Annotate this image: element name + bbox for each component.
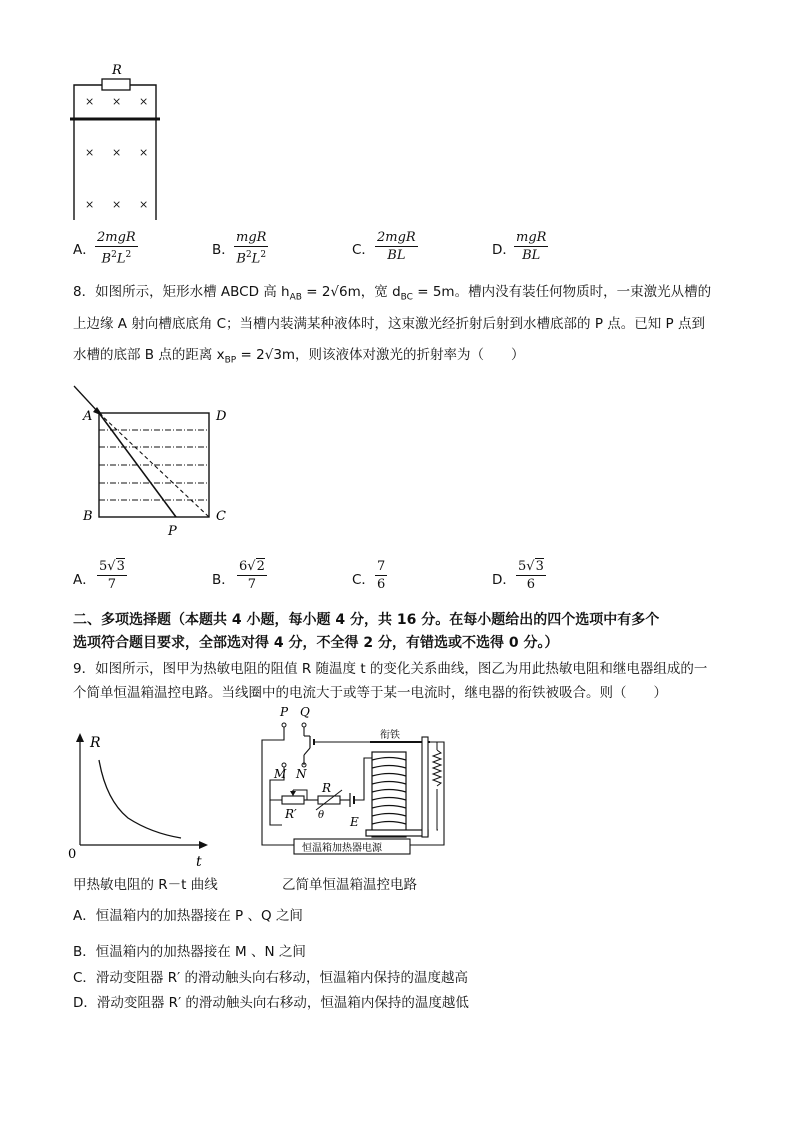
svg-text:E: E bbox=[350, 815, 359, 829]
svg-text:×: × bbox=[112, 198, 122, 211]
q9-option-b[interactable]: B．恒温箱内的加热器接在 M 、N 之间 bbox=[73, 944, 306, 960]
svg-text:A: A bbox=[83, 409, 93, 424]
relay-coil bbox=[366, 752, 428, 837]
q7-figure bbox=[66, 58, 166, 226]
svg-text:×: × bbox=[112, 95, 122, 108]
svg-text:D: D bbox=[216, 409, 227, 424]
svg-text:N: N bbox=[296, 767, 307, 781]
q9-option-a[interactable]: A．恒温箱内的加热器接在 P 、Q 之间 bbox=[73, 908, 303, 924]
svg-text:B: B bbox=[83, 509, 93, 524]
q9-circuit bbox=[252, 700, 462, 865]
section2-heading-line1: 二、多项选择题（本题共 4 小题，每小题 4 分，共 16 分。在每小题给出的四个选项中有多个 bbox=[73, 612, 660, 628]
q9-option-d[interactable]: D．滑动变阻器 R′ 的滑动触头向右移动，恒温箱内保持的温度越低 bbox=[73, 995, 469, 1011]
svg-text:×: × bbox=[112, 146, 122, 159]
svg-text:恒温箱加热器电源: 恒温箱加热器电源 bbox=[302, 843, 382, 854]
sliding-rheostat bbox=[282, 796, 304, 804]
q9-caption-a: 甲热敏电阻的 R－t 曲线 bbox=[73, 877, 218, 893]
svg-text:Q: Q bbox=[300, 705, 310, 719]
svg-text:t: t bbox=[196, 854, 202, 870]
svg-text:P: P bbox=[280, 705, 289, 719]
svg-text:R: R bbox=[90, 735, 101, 751]
relay-frame bbox=[422, 737, 428, 837]
q9-rt-graph bbox=[66, 730, 216, 870]
svg-text:×: × bbox=[139, 198, 149, 211]
svg-text:R: R bbox=[322, 781, 332, 795]
resistor-symbol bbox=[102, 79, 130, 90]
svg-text:×: × bbox=[85, 95, 95, 108]
rt-curve bbox=[99, 760, 181, 838]
q8-stem-line1: 8．如图所示，矩形水槽 ABCD 高 $h_{AB} = 2√6m$，宽 $d_{BC} = 5m$。槽内没有装任何物质时，一束激光从槽的 bbox=[73, 284, 712, 303]
svg-text:×: × bbox=[85, 146, 95, 159]
svg-text:θ: θ bbox=[318, 810, 325, 821]
svg-text:×: × bbox=[85, 198, 95, 211]
q8-tank-figure bbox=[68, 378, 238, 540]
svg-text:×: × bbox=[139, 146, 149, 159]
q9-option-c[interactable]: C．滑动变阻器 R′ 的滑动触头向右移动，恒温箱内保持的温度越高 bbox=[73, 970, 468, 986]
resistor-label: R bbox=[112, 63, 122, 78]
q8-stem-line3: 水槽的底部 B 点的距离 $x_{BP} = 2√3m$，则该液体对激光的折射率为（ ） bbox=[73, 347, 525, 366]
svg-text:R′: R′ bbox=[285, 807, 297, 821]
q9-stem-line1: 9．如图所示，图甲为热敏电阻的阻值 R 随温度 t 的变化关系曲线，图乙为用此热敏电阻和继电器组成的一 bbox=[73, 661, 708, 677]
svg-text:衔铁: 衔铁 bbox=[380, 730, 400, 741]
q8-stem-line2: 上边缘 A 射向槽底底角 C；当槽内装满某种液体时，这束激光经折射后射到水槽底部的 P 点。已知 P 点到 bbox=[73, 316, 705, 332]
svg-text:0: 0 bbox=[68, 847, 77, 862]
svg-text:C: C bbox=[216, 509, 226, 524]
field-marks bbox=[85, 95, 148, 211]
svg-text:M: M bbox=[274, 767, 287, 781]
relay-spring bbox=[433, 750, 441, 786]
svg-text:P: P bbox=[168, 524, 177, 539]
q9-caption-b: 乙简单恒温箱温控电路 bbox=[282, 877, 417, 893]
svg-text:×: × bbox=[139, 95, 149, 108]
section2-heading-line2: 选项符合题目要求，全部选对得 4 分，不全得 2 分，有错选或不选得 0 分。） bbox=[73, 635, 559, 651]
q9-stem-line2: 个简单恒温箱温控电路。当线圈中的电流大于或等于某一电流时，继电器的衔铁被吸合。则（ ） bbox=[73, 685, 667, 701]
